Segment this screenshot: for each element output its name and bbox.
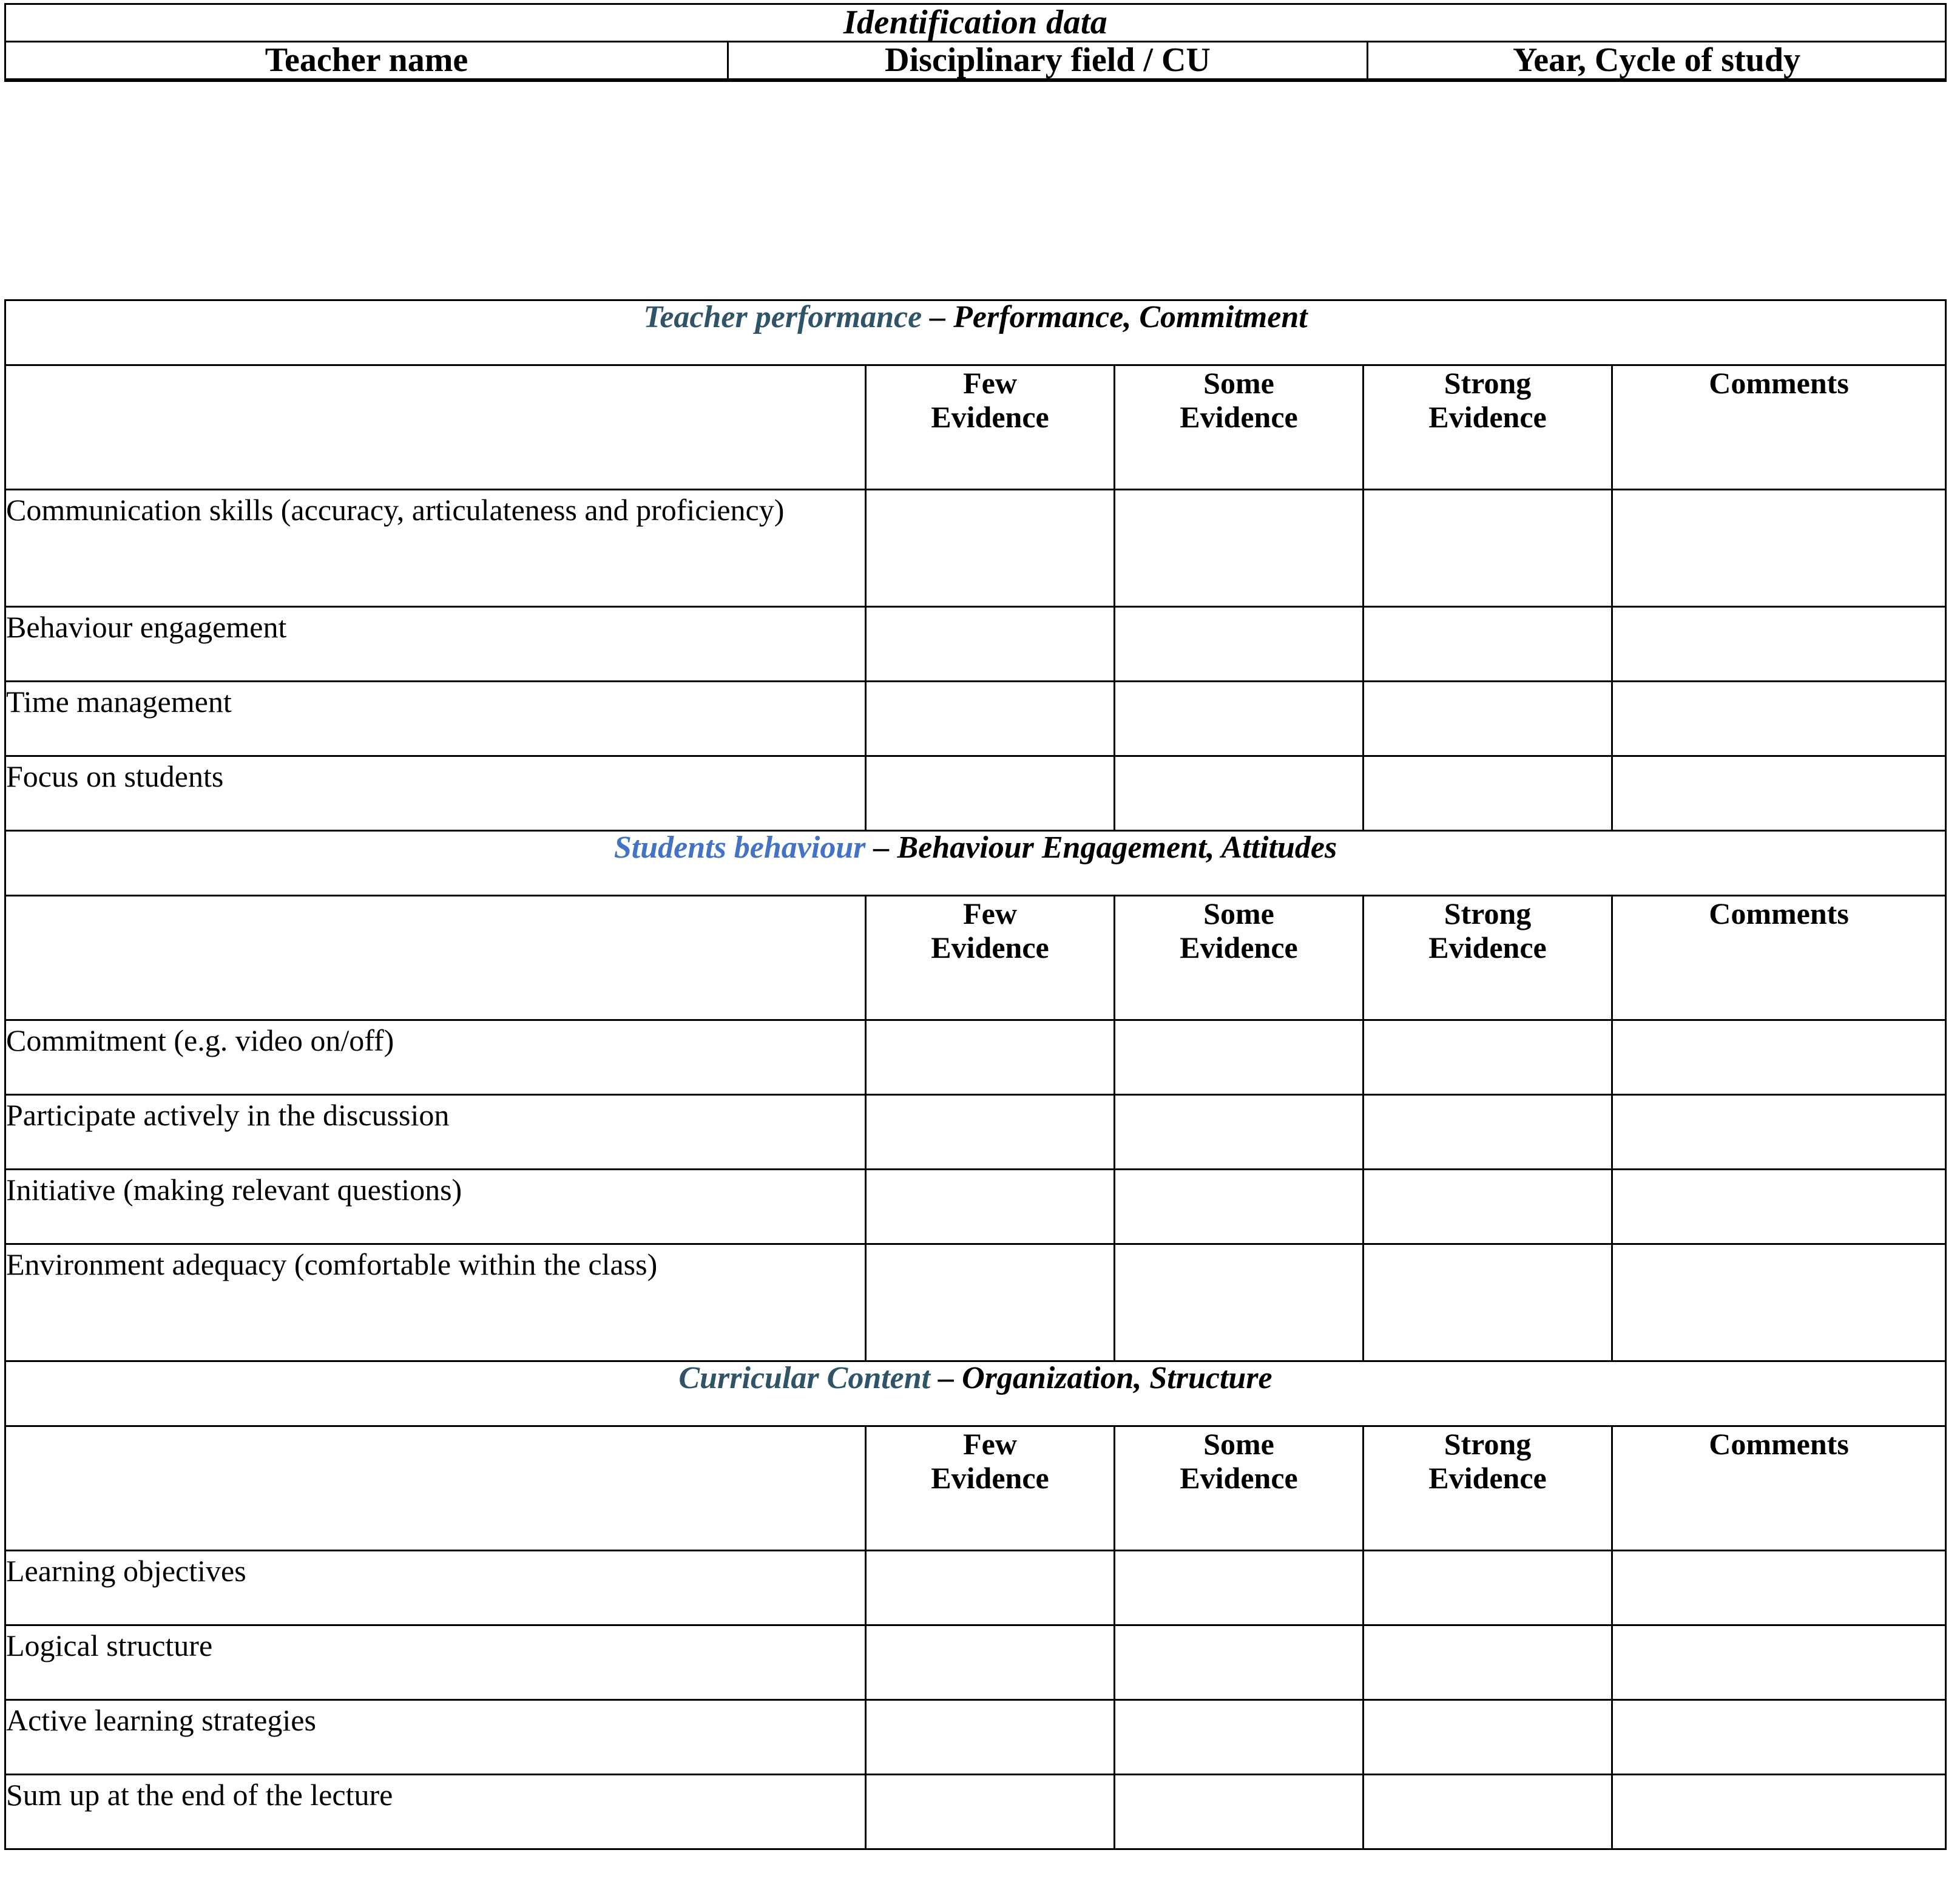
field-disciplinary-field[interactable] bbox=[728, 79, 1368, 81]
table-row bbox=[5, 1625, 1946, 1700]
criterion-commitment-video: Commitment (e.g. video on/off) bbox=[5, 1020, 866, 1095]
column-header-row-1 bbox=[5, 365, 1946, 490]
section-title-teacher-performance bbox=[643, 300, 1307, 334]
mark-some-evidence[interactable] bbox=[1115, 1625, 1364, 1700]
comment-field[interactable] bbox=[1612, 607, 1946, 682]
header-teacher-name: Teacher name bbox=[5, 41, 728, 79]
comment-field[interactable] bbox=[1612, 1244, 1946, 1361]
criterion-communication-skills: Communication skills (accuracy, articulateness and proficiency) bbox=[5, 490, 866, 607]
section-title-cell-curricular-content bbox=[5, 1361, 1946, 1426]
section-title-students-behaviour bbox=[614, 830, 1337, 865]
table-row bbox=[5, 1551, 1946, 1625]
criterion-sum-up-end-lecture: Sum up at the end of the lecture bbox=[5, 1775, 866, 1849]
criterion-focus-on-students: Focus on students bbox=[5, 756, 866, 831]
mark-some-evidence[interactable] bbox=[1115, 1551, 1364, 1625]
mark-strong-evidence[interactable] bbox=[1364, 1020, 1612, 1095]
header-year-cycle: Year, Cycle of study bbox=[1368, 41, 1946, 79]
identification-title-cell bbox=[5, 4, 1946, 42]
column-header-strong-evidence-1: Strong Evidence bbox=[1364, 365, 1612, 490]
section-accent-label: Teacher performance bbox=[643, 300, 922, 334]
table-row bbox=[5, 1170, 1946, 1244]
mark-few-evidence[interactable] bbox=[866, 607, 1115, 682]
table-row bbox=[5, 1775, 1946, 1849]
criterion-behaviour-engagement: Behaviour engagement bbox=[5, 607, 866, 682]
section-title-row-curricular-content bbox=[5, 1361, 1946, 1426]
criterion-participate-actively: Participate actively in the discussion bbox=[5, 1095, 866, 1170]
identification-value-row bbox=[5, 79, 1946, 81]
column-header-few-evidence-2: Few Evidence bbox=[866, 896, 1115, 1020]
criterion-environment-adequacy: Environment adequacy (comfortable within the class) bbox=[5, 1244, 866, 1361]
section-title-cell-students-behaviour bbox=[5, 831, 1946, 896]
comment-field[interactable] bbox=[1612, 1170, 1946, 1244]
section-accent-label: Curricular Content bbox=[678, 1361, 931, 1395]
mark-some-evidence[interactable] bbox=[1115, 1700, 1364, 1775]
mark-strong-evidence[interactable] bbox=[1364, 490, 1612, 607]
column-header-comments-3: Comments bbox=[1612, 1426, 1946, 1551]
mark-some-evidence[interactable] bbox=[1115, 682, 1364, 756]
mark-strong-evidence[interactable] bbox=[1364, 682, 1612, 756]
section-title-row-students-behaviour bbox=[5, 831, 1946, 896]
table-row bbox=[5, 1095, 1946, 1170]
column-header-criterion-2 bbox=[5, 896, 866, 1020]
column-header-comments-1: Comments bbox=[1612, 365, 1946, 490]
column-header-criterion-1 bbox=[5, 365, 866, 490]
mark-strong-evidence[interactable] bbox=[1364, 1170, 1612, 1244]
comment-field[interactable] bbox=[1612, 1095, 1946, 1170]
section-title-curricular-content bbox=[678, 1361, 1272, 1395]
comment-field[interactable] bbox=[1612, 1775, 1946, 1849]
column-header-row-2 bbox=[5, 896, 1946, 1020]
section-rest-label: – Performance, Commitment bbox=[922, 300, 1308, 334]
column-header-strong-evidence-2: Strong Evidence bbox=[1364, 896, 1612, 1020]
comment-field[interactable] bbox=[1612, 1700, 1946, 1775]
section-rest-label: – Behaviour Engagement, Attitudes bbox=[865, 830, 1337, 865]
column-header-some-evidence-3: Some Evidence bbox=[1115, 1426, 1364, 1551]
comment-field[interactable] bbox=[1612, 682, 1946, 756]
mark-strong-evidence[interactable] bbox=[1364, 1700, 1612, 1775]
column-header-few-evidence-3: Few Evidence bbox=[866, 1426, 1115, 1551]
comment-field[interactable] bbox=[1612, 1020, 1946, 1095]
mark-few-evidence[interactable] bbox=[866, 1625, 1115, 1700]
mark-few-evidence[interactable] bbox=[866, 1244, 1115, 1361]
section-rest-label: – Organization, Structure bbox=[930, 1361, 1272, 1395]
criterion-active-learning-strategies: Active learning strategies bbox=[5, 1700, 866, 1775]
mark-few-evidence[interactable] bbox=[866, 1775, 1115, 1849]
comment-field[interactable] bbox=[1612, 1625, 1946, 1700]
evaluation-grid-table bbox=[4, 299, 1947, 1850]
mark-few-evidence[interactable] bbox=[866, 1020, 1115, 1095]
field-teacher-name[interactable] bbox=[5, 79, 728, 81]
criterion-initiative-questions: Initiative (making relevant questions) bbox=[5, 1170, 866, 1244]
mark-strong-evidence[interactable] bbox=[1364, 1244, 1612, 1361]
table-row bbox=[5, 1700, 1946, 1775]
mark-strong-evidence[interactable] bbox=[1364, 1551, 1612, 1625]
mark-few-evidence[interactable] bbox=[866, 490, 1115, 607]
mark-some-evidence[interactable] bbox=[1115, 490, 1364, 607]
mark-some-evidence[interactable] bbox=[1115, 607, 1364, 682]
table-row bbox=[5, 490, 1946, 607]
criterion-time-management: Time management bbox=[5, 682, 866, 756]
identification-header-row bbox=[5, 41, 1946, 79]
mark-some-evidence[interactable] bbox=[1115, 1775, 1364, 1849]
comment-field[interactable] bbox=[1612, 490, 1946, 607]
table-row bbox=[5, 1020, 1946, 1095]
mark-few-evidence[interactable] bbox=[866, 1700, 1115, 1775]
column-header-criterion-3 bbox=[5, 1426, 866, 1551]
mark-some-evidence[interactable] bbox=[1115, 1244, 1364, 1361]
section-title-row-teacher-performance bbox=[5, 300, 1946, 365]
table-row bbox=[5, 682, 1946, 756]
criterion-logical-structure: Logical structure bbox=[5, 1625, 866, 1700]
mark-some-evidence[interactable] bbox=[1115, 756, 1364, 831]
mark-few-evidence[interactable] bbox=[866, 1551, 1115, 1625]
table-row bbox=[5, 1244, 1946, 1361]
mark-few-evidence[interactable] bbox=[866, 682, 1115, 756]
mark-strong-evidence[interactable] bbox=[1364, 1095, 1612, 1170]
table-row bbox=[5, 607, 1946, 682]
column-header-row-3 bbox=[5, 1426, 1946, 1551]
identification-title-row bbox=[5, 4, 1946, 42]
field-year-cycle[interactable] bbox=[1368, 79, 1946, 81]
mark-strong-evidence[interactable] bbox=[1364, 756, 1612, 831]
mark-few-evidence[interactable] bbox=[866, 1095, 1115, 1170]
section-accent-label: Students behaviour bbox=[613, 830, 866, 865]
table-row bbox=[5, 756, 1946, 831]
identification-data-table bbox=[4, 3, 1947, 82]
mark-few-evidence[interactable] bbox=[866, 756, 1115, 831]
comment-field[interactable] bbox=[1612, 1551, 1946, 1625]
mark-strong-evidence[interactable] bbox=[1364, 1775, 1612, 1849]
mark-some-evidence[interactable] bbox=[1115, 1095, 1364, 1170]
mark-some-evidence[interactable] bbox=[1115, 1020, 1364, 1095]
column-header-strong-evidence-3: Strong Evidence bbox=[1364, 1426, 1612, 1551]
criterion-learning-objectives: Learning objectives bbox=[5, 1551, 866, 1625]
mark-strong-evidence[interactable] bbox=[1364, 607, 1612, 682]
column-header-few-evidence-1: Few Evidence bbox=[866, 365, 1115, 490]
identification-title: Identification data bbox=[843, 4, 1108, 41]
column-header-some-evidence-2: Some Evidence bbox=[1115, 896, 1364, 1020]
column-header-comments-2: Comments bbox=[1612, 896, 1946, 1020]
header-disciplinary-field: Disciplinary field / CU bbox=[728, 41, 1368, 79]
column-header-some-evidence-1: Some Evidence bbox=[1115, 365, 1364, 490]
mark-strong-evidence[interactable] bbox=[1364, 1625, 1612, 1700]
mark-few-evidence[interactable] bbox=[866, 1170, 1115, 1244]
comment-field[interactable] bbox=[1612, 756, 1946, 831]
mark-some-evidence[interactable] bbox=[1115, 1170, 1364, 1244]
section-title-cell-teacher-performance bbox=[5, 300, 1946, 365]
